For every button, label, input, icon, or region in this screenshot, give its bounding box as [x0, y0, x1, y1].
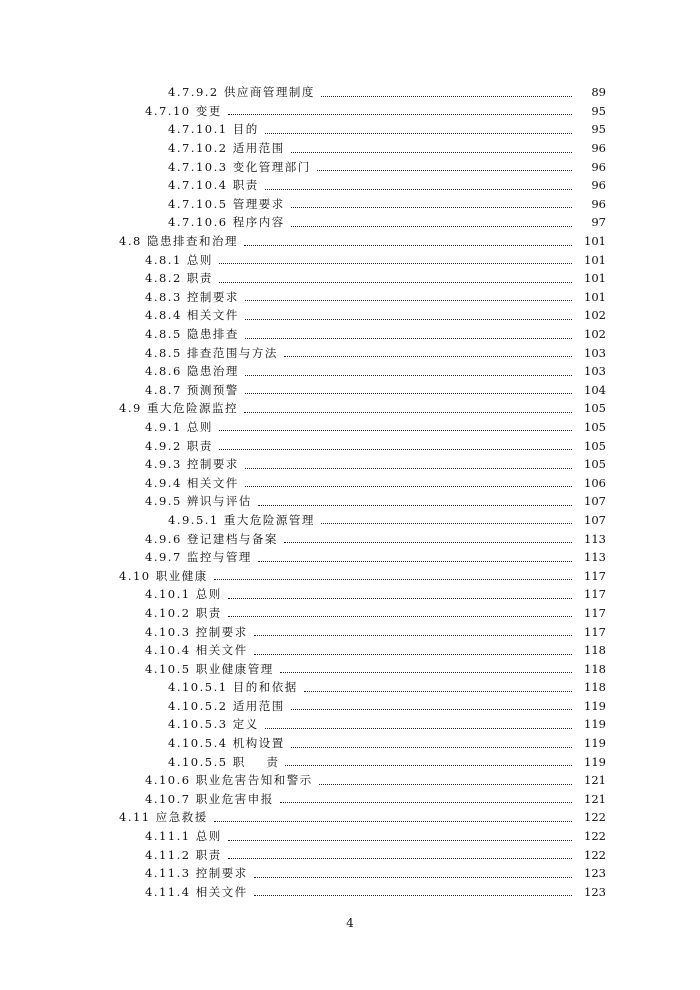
toc-entry-title: 4.8.5 隐患排查 [145, 327, 239, 342]
dot-leader [285, 765, 572, 766]
toc-entry[interactable] [0, 325, 700, 344]
toc-entry-title: 4.9 重大危险源监控 [119, 401, 238, 416]
toc-entry-title: 4.9.7 监控与管理 [145, 550, 252, 565]
dot-leader [214, 579, 572, 580]
toc-entry-title: 4.9.3 控制要求 [145, 457, 239, 472]
toc-entry-title: 4.10.5.3 定义 [168, 717, 259, 732]
dot-leader [245, 338, 572, 339]
toc-entry-page: 95 [591, 103, 606, 118]
toc-entry-page: 119 [584, 736, 606, 751]
toc-entry[interactable] [0, 381, 700, 400]
toc-entry[interactable] [0, 864, 700, 883]
toc-entry-title: 4.11.3 控制要求 [145, 866, 248, 881]
toc-entry-title: 4.10.3 控制要求 [145, 624, 248, 639]
toc-entry-page: 102 [584, 327, 606, 342]
toc-entry-page: 105 [584, 457, 606, 472]
dot-leader [219, 430, 572, 431]
dot-leader [317, 170, 572, 171]
toc-entry[interactable] [0, 771, 700, 790]
dot-leader [291, 226, 572, 227]
toc-entry-title: 4.9.6 登记建档与备案 [145, 531, 278, 546]
dot-leader [219, 449, 572, 450]
dot-leader [254, 635, 572, 636]
toc-entry[interactable] [0, 511, 700, 530]
dot-leader [254, 654, 572, 655]
toc-entry[interactable] [0, 585, 700, 604]
toc-entry-title: 4.8.4 相关文件 [145, 308, 239, 323]
toc-entry[interactable] [0, 120, 700, 139]
toc-entry-page: 118 [584, 680, 606, 695]
toc-entry-title: 4.10.5.2 适用范围 [168, 698, 285, 713]
dot-leader [219, 282, 572, 283]
toc-entry-title: 4.7.10.4 职责 [168, 178, 259, 193]
toc-entry-page: 102 [584, 308, 606, 323]
toc-entry-title: 4.9.4 相关文件 [145, 475, 239, 490]
dot-leader [321, 96, 572, 97]
toc-entry-title: 4.10.5 职业健康管理 [145, 661, 274, 676]
dot-leader [319, 784, 572, 785]
toc-entry-title: 4.10.5.1 目的和依据 [168, 680, 298, 695]
dot-leader [265, 133, 572, 134]
dot-leader [254, 895, 572, 896]
toc-entry[interactable] [0, 157, 700, 176]
toc-entry-page: 117 [584, 587, 606, 602]
table-of-contents [0, 83, 700, 901]
toc-entry-title: 4.10.2 职责 [145, 605, 222, 620]
toc-entry[interactable] [0, 269, 700, 288]
toc-entry[interactable] [0, 715, 700, 734]
toc-entry-page: 96 [591, 159, 606, 174]
toc-entry-title: 4.10 职业健康 [119, 568, 208, 583]
toc-entry-page: 95 [591, 122, 606, 137]
toc-entry[interactable] [0, 473, 700, 492]
dot-leader [228, 616, 572, 617]
toc-entry-title: 4.8 隐患排查和治理 [119, 234, 238, 249]
dot-leader [284, 356, 572, 357]
toc-entry[interactable] [0, 250, 700, 269]
toc-entry-title: 4.11.2 职责 [145, 847, 222, 862]
toc-entry-page: 96 [591, 178, 606, 193]
toc-entry[interactable] [0, 529, 700, 548]
toc-entry-page: 97 [591, 215, 606, 230]
toc-entry-title: 4.7.10.3 变化管理部门 [168, 159, 311, 174]
toc-entry[interactable] [0, 678, 700, 697]
toc-entry-page: 121 [584, 773, 606, 788]
toc-entry-page: 123 [584, 866, 606, 881]
toc-entry[interactable] [0, 213, 700, 232]
toc-entry[interactable] [0, 790, 700, 809]
toc-entry-page: 117 [584, 568, 606, 583]
toc-entry-title: 4.7.9.2 供应商管理制度 [168, 85, 315, 100]
toc-entry-page: 103 [584, 345, 606, 360]
dot-leader [291, 152, 572, 153]
toc-entry-title: 4.9.2 职责 [145, 438, 213, 453]
toc-entry-page: 119 [584, 717, 606, 732]
dot-leader [258, 561, 572, 562]
dot-leader [265, 728, 572, 729]
toc-entry[interactable] [0, 418, 700, 437]
toc-entry[interactable] [0, 83, 700, 102]
toc-entry-page: 122 [584, 847, 606, 862]
toc-entry[interactable] [0, 436, 700, 455]
toc-entry[interactable] [0, 306, 700, 325]
toc-entry-title: 4.7.10.6 程序内容 [168, 215, 285, 230]
dot-leader [244, 412, 572, 413]
toc-entry-title: 4.10.5.5 职 责 [168, 754, 280, 769]
toc-entry-title: 4.11 应急救援 [119, 810, 208, 825]
toc-entry-page: 105 [584, 401, 606, 416]
toc-entry-page: 123 [584, 884, 606, 899]
toc-entry-title: 4.8.3 控制要求 [145, 289, 239, 304]
toc-entry-title: 4.8.1 总则 [145, 252, 213, 267]
toc-entry-page: 101 [584, 234, 606, 249]
toc-entry[interactable] [0, 659, 700, 678]
toc-entry[interactable] [0, 827, 700, 846]
toc-entry-title: 4.11.1 总则 [145, 829, 222, 844]
toc-entry-title: 4.10.6 职业危害告知和警示 [145, 773, 313, 788]
toc-entry[interactable] [0, 752, 700, 771]
dot-leader [245, 486, 572, 487]
dot-leader [219, 263, 572, 264]
toc-entry-title: 4.10.4 相关文件 [145, 643, 248, 658]
toc-entry[interactable] [0, 362, 700, 381]
dot-leader [291, 709, 572, 710]
toc-entry[interactable] [0, 808, 700, 827]
toc-entry-page: 103 [584, 364, 606, 379]
dot-leader [228, 598, 572, 599]
dot-leader [280, 802, 572, 803]
toc-entry-page: 119 [584, 698, 606, 713]
toc-entry-page: 104 [584, 382, 606, 397]
toc-entry-title: 4.7.10.2 适用范围 [168, 141, 285, 156]
toc-entry-title: 4.8.6 隐患治理 [145, 364, 239, 379]
toc-entry-page: 117 [584, 605, 606, 620]
toc-entry[interactable] [0, 195, 700, 214]
dot-leader [291, 747, 572, 748]
dot-leader [258, 505, 572, 506]
toc-entry-page: 101 [584, 289, 606, 304]
toc-entry-title: 4.9.5.1 重大危险源管理 [168, 512, 315, 527]
toc-entry-title: 4.10.5.4 机构设置 [168, 736, 285, 751]
dot-leader [321, 523, 572, 524]
toc-entry-page: 96 [591, 196, 606, 211]
toc-entry-page: 101 [584, 271, 606, 286]
toc-entry-page: 89 [591, 85, 606, 100]
toc-entry-page: 106 [584, 475, 606, 490]
dot-leader [245, 300, 572, 301]
dot-leader [284, 542, 572, 543]
toc-entry[interactable] [0, 139, 700, 158]
dot-leader [265, 189, 572, 190]
toc-entry[interactable] [0, 455, 700, 474]
dot-leader [245, 393, 572, 394]
toc-entry-title: 4.7.10.1 目的 [168, 122, 259, 137]
toc-entry-page: 105 [584, 438, 606, 453]
dot-leader [214, 821, 572, 822]
toc-entry-page: 119 [584, 754, 606, 769]
toc-entry-title: 4.9.1 总则 [145, 419, 213, 434]
toc-entry-title: 4.10.7 职业危害申报 [145, 791, 274, 806]
dot-leader [280, 672, 572, 673]
toc-entry-page: 105 [584, 419, 606, 434]
toc-entry[interactable] [0, 288, 700, 307]
toc-entry-page: 121 [584, 791, 606, 806]
toc-entry[interactable] [0, 883, 700, 902]
dot-leader [228, 858, 572, 859]
toc-entry-title: 4.11.4 相关文件 [145, 884, 248, 899]
dot-leader [245, 319, 572, 320]
toc-entry[interactable] [0, 548, 700, 567]
toc-entry-title: 4.7.10.5 管理要求 [168, 196, 285, 211]
toc-entry-page: 113 [584, 531, 606, 546]
dot-leader [228, 840, 572, 841]
toc-entry[interactable] [0, 845, 700, 864]
toc-entry-page: 113 [584, 550, 606, 565]
toc-entry[interactable] [0, 641, 700, 660]
toc-entry-page: 96 [591, 141, 606, 156]
dot-leader [244, 245, 572, 246]
toc-entry[interactable] [0, 102, 700, 121]
toc-entry[interactable] [0, 604, 700, 623]
toc-entry-title: 4.8.2 职责 [145, 271, 213, 286]
toc-entry-page: 118 [584, 661, 606, 676]
toc-entry-page: 107 [584, 512, 606, 527]
toc-entry-page: 122 [584, 810, 606, 825]
toc-entry[interactable] [0, 697, 700, 716]
toc-entry[interactable] [0, 176, 700, 195]
dot-leader [291, 207, 572, 208]
toc-entry[interactable] [0, 492, 700, 511]
toc-entry-title: 4.8.7 预测预警 [145, 382, 239, 397]
dot-leader [254, 877, 572, 878]
dot-leader [245, 468, 572, 469]
toc-entry-page: 118 [584, 643, 606, 658]
toc-entry[interactable] [0, 343, 700, 362]
toc-entry[interactable] [0, 399, 700, 418]
page-number: 4 [346, 916, 354, 930]
dot-leader [245, 375, 572, 376]
dot-leader [304, 691, 572, 692]
dot-leader [228, 114, 572, 115]
toc-entry[interactable] [0, 734, 700, 753]
toc-entry-page: 122 [584, 829, 606, 844]
toc-entry-title: 4.9.5 辨识与评估 [145, 494, 252, 509]
toc-entry-page: 101 [584, 252, 606, 267]
toc-entry-title: 4.10.1 总则 [145, 587, 222, 602]
toc-entry-title: 4.8.5 排查范围与方法 [145, 345, 278, 360]
toc-entry[interactable] [0, 622, 700, 641]
toc-entry-title: 4.7.10 变更 [145, 103, 222, 118]
toc-entry[interactable] [0, 566, 700, 585]
toc-entry-page: 117 [584, 624, 606, 639]
toc-entry[interactable] [0, 232, 700, 251]
toc-entry-page: 107 [584, 494, 606, 509]
